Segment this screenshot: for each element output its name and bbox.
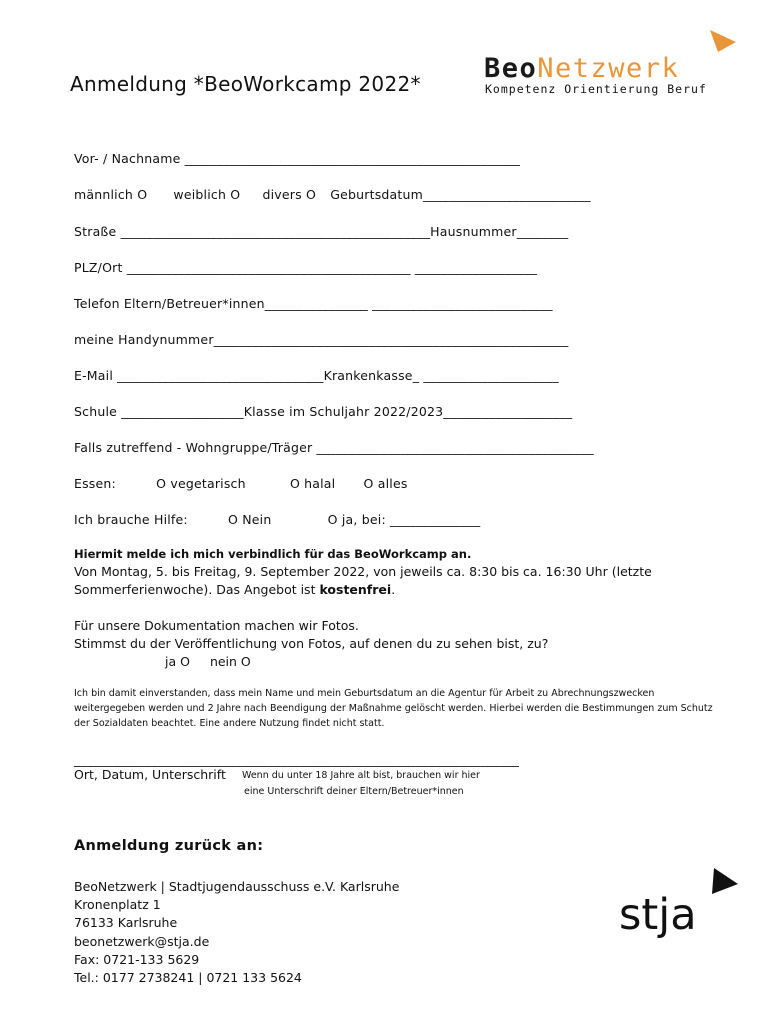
declaration-text <box>74 563 684 599</box>
stja-logo <box>614 866 744 946</box>
all-option[interactable]: O alles <box>363 476 408 491</box>
logo-tagline: Kompetenz Orientierung Beruf <box>485 82 707 96</box>
birthdate-field[interactable]: Geburtsdatum__________________________ <box>330 187 591 202</box>
photo-line-1: Für unsere Dokumentation machen wir Fotos. <box>74 618 359 633</box>
declaration-end: . <box>391 582 396 597</box>
address-email[interactable]: beonetzwerk@stja.de <box>74 933 210 949</box>
signature-note-2: eine Unterschrift deiner Eltern/Betreuer*innen <box>244 786 464 797</box>
group-field[interactable]: Falls zutreffend - Wohngruppe/Träger ___________________________________________ <box>74 440 594 455</box>
email-field[interactable]: E-Mail ________________________________Krankenkasse_ _____________________ <box>74 368 559 383</box>
food-row <box>74 476 408 491</box>
data-consent-text: Ich bin damit einverstanden, dass mein Name und mein Geburtsdatum an die Agentur für Arbeit zu Abrechnungszwecken weitergegeben werden und 2 Jahre nach Beendigung der Maßnahme gelöscht werden. Hierbei werden die Bestimmungen zum Schutz der Sozialdaten beachtet. Eine andere Nutzung findet nicht statt. <box>74 688 713 729</box>
address-fax: Fax: 0721-133 5629 <box>74 951 200 967</box>
logo-wordmark <box>484 54 679 84</box>
halal-option[interactable]: O halal <box>289 476 336 491</box>
help-row <box>74 512 480 527</box>
return-address <box>74 878 399 987</box>
food-label: Essen: <box>74 476 116 491</box>
help-no-option[interactable]: O Nein <box>228 512 272 527</box>
photo-yes-option[interactable]: ja O <box>165 654 190 669</box>
black-triangle-icon <box>710 866 740 896</box>
gender-row <box>74 187 591 202</box>
male-option[interactable]: männlich O <box>74 187 148 202</box>
street-field[interactable]: Straße ________________________________________________Hausnummer________ <box>74 224 569 239</box>
address-line: 76133 Karlsruhe <box>74 915 178 931</box>
name-field[interactable]: Vor- / Nachname ____________________________________________________ <box>74 151 521 166</box>
declaration <box>74 545 684 599</box>
vegetarian-option[interactable]: O vegetarisch <box>156 476 246 491</box>
orange-triangle-icon <box>710 26 740 52</box>
logo-netzwerk: Netzwerk <box>537 53 680 84</box>
address-line: Kronenplatz 1 <box>74 897 161 913</box>
page-title: Anmeldung *BeoWorkcamp 2022* <box>70 72 421 96</box>
declaration-bold: Hiermit melde ich mich verbindlich für das BeoWorkcamp an. <box>74 547 472 561</box>
signature-note <box>242 768 480 800</box>
school-field[interactable]: Schule ___________________Klasse im Schuljahr 2022/2023____________________ <box>74 404 573 419</box>
address-line: BeoNetzwerk | Stadtjugendausschuss e.V. Karlsruhe <box>74 879 400 894</box>
photo-no-option[interactable]: nein O <box>209 654 251 669</box>
free-label: kostenfrei <box>319 582 392 597</box>
signature-note-1: Wenn du unter 18 Jahre alt bist, brauchen wir hier <box>242 770 480 781</box>
signature-label: Ort, Datum, Unterschrift <box>74 767 226 782</box>
parent-phone-field[interactable]: Telefon Eltern/Betreuer*innen________________ ____________________________ <box>74 296 553 311</box>
beonetzwerk-logo <box>484 26 744 106</box>
signature-line[interactable]: _____________________________________________________________________ <box>74 752 520 767</box>
stja-wordmark: stja <box>619 890 697 940</box>
declaration-dates: Von Montag, 5. bis Freitag, 9. September 2022, von jeweils ca. 8:30 bis ca. 16:30 Uhr (letzte Sommerferienwoche). Das Angebot ist <box>74 564 652 597</box>
female-option[interactable]: weiblich O <box>173 187 241 202</box>
help-label: Ich brauche Hilfe: <box>74 512 188 527</box>
return-heading: Anmeldung zurück an: <box>74 838 264 854</box>
photo-line-2: Stimmst du der Veröffentlichung von Fotos, auf denen du zu sehen bist, zu? <box>74 636 549 651</box>
address-phone: Tel.: 0177 2738241 | 0721 133 5624 <box>74 970 302 986</box>
logo-beo: Beo <box>484 53 538 84</box>
photo-consent <box>74 617 684 671</box>
city-field[interactable]: PLZ/Ort ____________________________________________ ___________________ <box>74 260 538 275</box>
diverse-option[interactable]: divers O <box>262 187 317 202</box>
help-yes-option[interactable]: O ja, bei: ______________ <box>327 512 481 527</box>
mobile-field[interactable]: meine Handynummer_______________________________________________________ <box>74 332 569 347</box>
